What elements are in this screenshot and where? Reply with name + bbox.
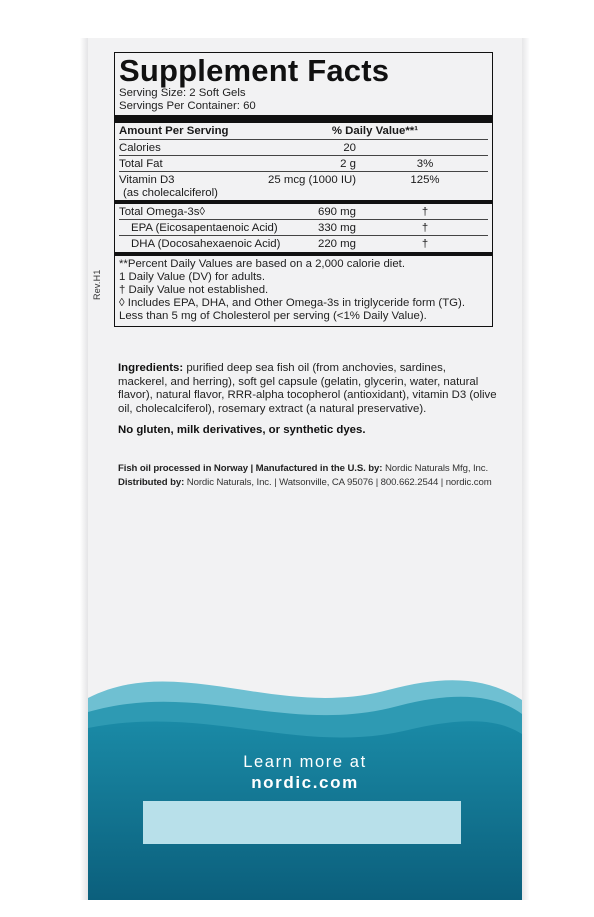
header-amount: Amount Per Serving bbox=[119, 125, 229, 137]
facts-row-calories bbox=[119, 140, 488, 156]
supplement-facts-panel bbox=[114, 52, 493, 327]
free-from-statement: No gluten, milk derivatives, or synthetic dyes. bbox=[118, 424, 366, 436]
footnote: ◊ Includes EPA, DHA, and Other Omega-3s in triglyceride form (TG). bbox=[119, 297, 465, 309]
facts-row-total-omega3 bbox=[119, 204, 488, 220]
nutrient-dv: † bbox=[421, 206, 429, 218]
promo-line-1: Learn more at bbox=[243, 753, 367, 771]
distributor-details: Nordic Naturals, Inc. | Watsonville, CA 95076 | 800.662.2544 | nordic.com bbox=[184, 477, 492, 488]
manufacturer-name: Nordic Naturals Mfg, Inc. bbox=[382, 463, 489, 474]
nutrient-name: Calories bbox=[119, 142, 161, 154]
promo-website: nordic.com bbox=[251, 773, 359, 792]
nutrient-name: DHA (Docosahexaenoic Acid) bbox=[131, 238, 281, 250]
revision-code: Rev.H1 bbox=[92, 269, 102, 300]
header-daily-value: % Daily Value**¹ bbox=[331, 125, 418, 137]
nutrient-dv: † bbox=[421, 238, 429, 250]
facts-row-epa bbox=[119, 220, 488, 236]
divider-thick bbox=[115, 115, 492, 123]
box-edge-right bbox=[522, 38, 530, 900]
ingredients-text bbox=[118, 362, 498, 416]
ingredients-label: Ingredients: bbox=[118, 362, 184, 374]
facts-footnotes bbox=[119, 256, 488, 323]
nutrient-dv: 3% bbox=[416, 158, 434, 170]
lot-label-box bbox=[143, 801, 461, 844]
nutrient-amount: 690 mg bbox=[318, 206, 356, 218]
distributor-label: Distributed by: bbox=[118, 477, 185, 488]
nutrient-name: Total Omega-3s◊ bbox=[119, 206, 206, 218]
facts-row-total-fat bbox=[119, 156, 488, 172]
nutrient-subname: (as cholecalciferol) bbox=[123, 187, 218, 199]
manufacturer-line bbox=[118, 462, 492, 476]
nutrient-name: EPA (Eicosapentaenoic Acid) bbox=[131, 222, 278, 234]
nutrient-name: Total Fat bbox=[119, 158, 163, 170]
nutrient-amount: 330 mg bbox=[318, 222, 356, 234]
footnote: **Percent Daily Values are based on a 2,000 calorie diet. bbox=[119, 258, 405, 270]
nutrient-dv: 125% bbox=[410, 174, 440, 186]
facts-title: Supplement Facts bbox=[119, 53, 390, 88]
facts-row-dha bbox=[119, 236, 488, 252]
manufacturer-info bbox=[118, 462, 492, 490]
nutrient-dv: † bbox=[421, 222, 429, 234]
box-edge-left bbox=[80, 38, 88, 900]
distributor-line bbox=[118, 476, 492, 490]
nutrient-amount: 25 mcg (1000 IU) bbox=[268, 174, 356, 186]
footnote: † Daily Value not established. bbox=[119, 284, 269, 296]
serving-size: Serving Size: 2 Soft Gels bbox=[119, 87, 246, 99]
nutrient-amount: 220 mg bbox=[318, 238, 356, 250]
facts-row-vitamin-d3 bbox=[119, 172, 488, 200]
nutrient-amount: 20 bbox=[343, 142, 356, 154]
servings-per-container: Servings Per Container: 60 bbox=[119, 100, 256, 112]
footnote: Less than 5 mg of Cholesterol per serving (<1% Daily Value). bbox=[119, 310, 427, 322]
footnote: 1 Daily Value (DV) for adults. bbox=[119, 271, 266, 283]
nutrient-name: Vitamin D3 bbox=[119, 174, 175, 186]
facts-header-row bbox=[119, 123, 488, 140]
ingredients-list: purified deep sea fish oil (from anchovies, sardines, mackerel, and herring), soft gel capsule (gelatin, glycerin, water, natural flavor), natural flavor, RRR-alpha tocopherol (antioxidant), vitamin D3 (olive oil, cholecalciferol), rosemary extract (a natural preservative). bbox=[118, 362, 497, 415]
nutrient-amount: 2 g bbox=[340, 158, 356, 170]
manufacturer-label: Fish oil processed in Norway | Manufactured in the U.S. by: bbox=[118, 463, 383, 474]
